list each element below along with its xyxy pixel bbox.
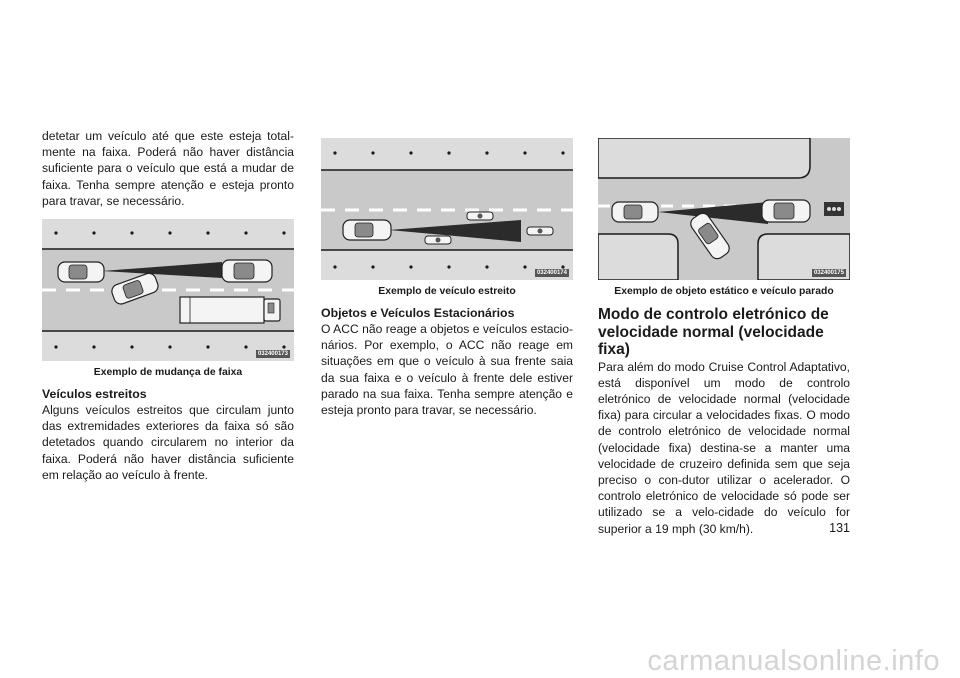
section-body: Para além do modo Cruise Control Adaptativo, está disponível um modo de controlo eletrónico de velocidade normal (velocidade fixa) para circular a velocidades fixas. O modo de controlo eletrónico de velocidade normal (velocidade fixa) destina-se a manter uma velocidade de cruzeiro definida sem que seja preciso o con-dutor utilizar o acelerador. O controlo eletrónico de velocidade só pode ser utilizado se a velo-cidade do veículo for superior a 19 mph (30 km/h). bbox=[598, 359, 850, 536]
figure-id: 032400173 bbox=[257, 351, 288, 358]
column-middle bbox=[321, 138, 573, 418]
intro-paragraph: detetar um veículo até que este esteja total-mente na faixa. Poderá não haver distância suficiente para o veículo que está a mudar de faixa. Tenha sempre atenção e esteja pronto para travar, se necessário. bbox=[42, 129, 294, 208]
motorcycle-1 bbox=[467, 212, 493, 220]
traffic-light-icon bbox=[824, 202, 844, 216]
watermark: carmanualsonline.info bbox=[647, 645, 940, 677]
section-heading: Veículos estreitos bbox=[42, 387, 147, 402]
figure-id: 032400175 bbox=[813, 270, 844, 276]
motorcycle-2 bbox=[425, 236, 451, 244]
figure-caption: Exemplo de veículo estreito bbox=[378, 286, 516, 297]
car-own bbox=[612, 202, 658, 222]
car-ahead bbox=[222, 260, 272, 282]
page-number: 131 bbox=[829, 521, 850, 535]
section-body: Alguns veículos estreitos que circulam junto das extremidades exteriores da faixa só são detetados quando circularem no interior da faixa. Poderá não haver distância suficiente em relação ao veículo à frente. bbox=[42, 403, 294, 482]
column-right bbox=[598, 138, 850, 537]
section-heading: Modo de controlo eletrónico de velocidade normal (velocidade fixa) bbox=[598, 306, 829, 358]
figure-caption: Exemplo de objeto estático e veículo parado bbox=[614, 286, 834, 297]
car-stopped bbox=[762, 200, 810, 222]
figure-narrow-vehicle bbox=[321, 138, 573, 280]
figure-caption: Exemplo de mudança de faixa bbox=[93, 367, 243, 379]
lane-change-illustration bbox=[42, 219, 294, 361]
car-own bbox=[58, 262, 104, 282]
column-left bbox=[42, 128, 294, 483]
section-body: O ACC não reage a objetos e veículos estacio-nários. Por exemplo, o ACC não reage em situações em que o veículo à sua frente saia da sua faixa e o veículo à frente dele estiver parado na sua faixa. Tenha sempre atenção e esteja pronto para travar, se necessário. bbox=[321, 322, 573, 418]
motorcycle-3 bbox=[527, 227, 553, 235]
figure-stationary-object bbox=[598, 138, 850, 280]
stationary-object-illustration bbox=[598, 138, 850, 280]
section-heading: Objetos e Veículos Estacionários bbox=[321, 306, 515, 320]
figure-id: 032400174 bbox=[536, 270, 567, 276]
car-own bbox=[343, 220, 391, 240]
narrow-vehicle-illustration bbox=[321, 138, 573, 280]
truck bbox=[180, 297, 280, 323]
figure-lane-change bbox=[42, 219, 294, 361]
